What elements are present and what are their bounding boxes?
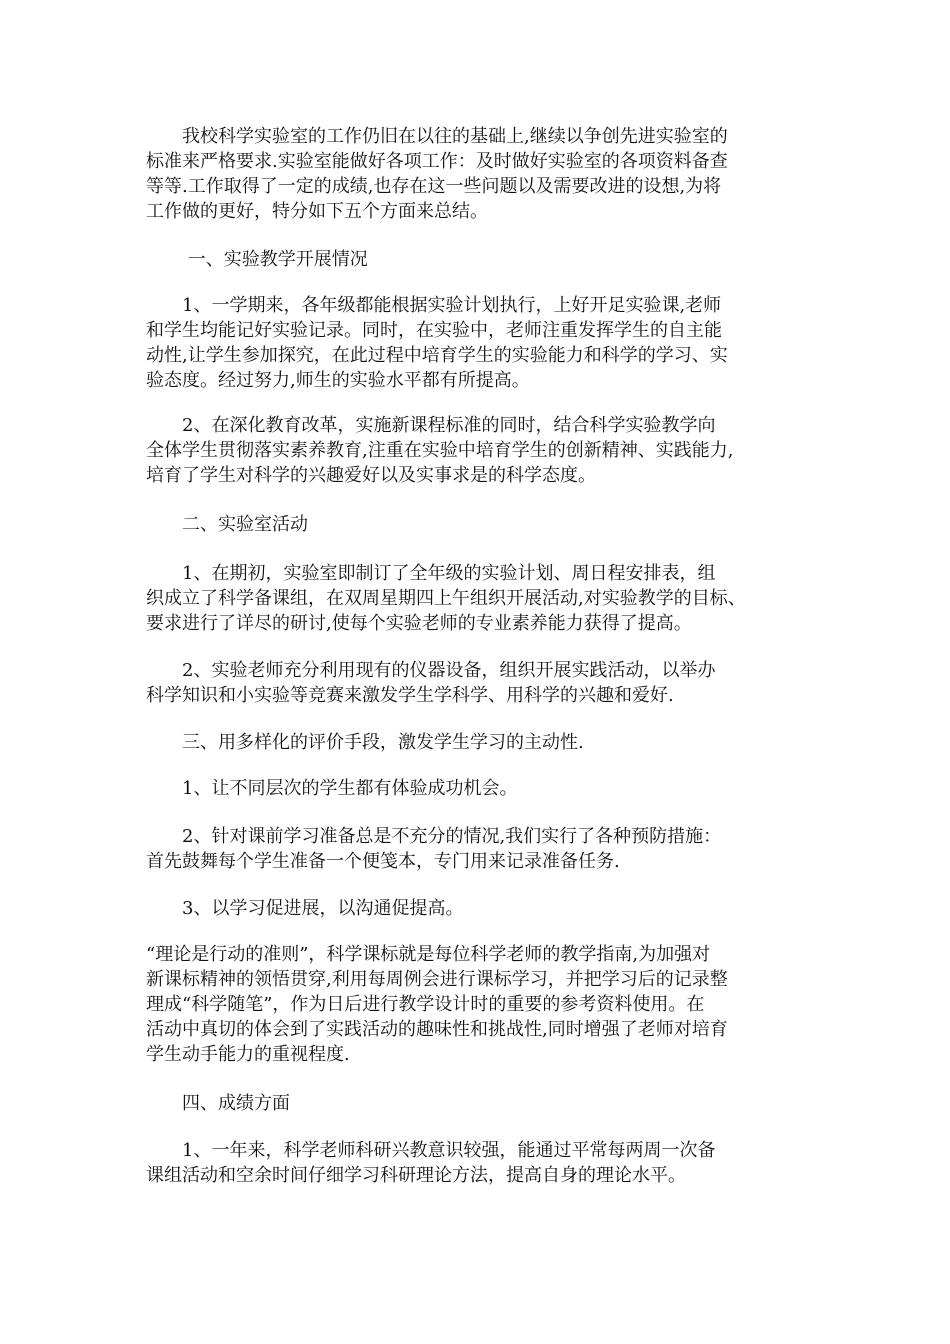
text-line: “理论是行动的准则”，科学课标就是每位科学老师的教学指南,为加强对 bbox=[146, 944, 711, 965]
section-4-item-1 bbox=[146, 1138, 816, 1188]
text-line: 验态度。经过努力,师生的实验水平都有所提高。 bbox=[146, 370, 530, 391]
text-line: 织成立了科学备课组，在双周星期四上午组织开展活动,对实验教学的目标、 bbox=[146, 588, 746, 609]
text-line: 2、针对课前学习准备总是不充分的情况,我们实行了各种预防措施： bbox=[146, 826, 722, 847]
text-line: 3、以学习促进展，以沟通促提高。 bbox=[146, 898, 464, 919]
section-3-heading bbox=[146, 730, 816, 755]
text-line: 动性,让学生参加探究，在此过程中培育学生的实验能力和科学的学习、实 bbox=[146, 345, 728, 366]
text-line: 2、在深化教育改革，实施新课程标准的同时，结合科学实验教学向 bbox=[146, 415, 716, 436]
heading-text: 三、用多样化的评价手段，激发学生学习的主动性. bbox=[146, 732, 584, 753]
text-line: 培育了学生对科学的兴趣爱好以及实事求是的科学态度。 bbox=[146, 465, 596, 486]
section-1-heading bbox=[146, 247, 816, 272]
text-line: 工作做的更好，特分如下五个方面来总结。 bbox=[146, 201, 488, 222]
text-line: 我校科学实验室的工作仍旧在以往的基础上,继续以争创先进实验室的 bbox=[146, 126, 728, 147]
text-line: 新课标精神的领悟贯穿,利用每周例会进行课标学习，并把学习后的记录整 bbox=[146, 969, 728, 990]
section-2-heading bbox=[146, 512, 816, 537]
text-line: 课组活动和空余时间仔细学习科研理论方法，提高自身的理论水平。 bbox=[146, 1165, 686, 1186]
heading-text: 二、实验室活动 bbox=[146, 514, 308, 535]
text-line: 和学生均能记好实验记录。同时，在实验中，老师注重发挥学生的自主能 bbox=[146, 320, 722, 341]
text-line: 1、一学期来，各年级都能根据实验计划执行，上好开足实验课,老师 bbox=[146, 295, 722, 316]
section-1-item-1 bbox=[146, 293, 816, 393]
text-line: 科学知识和小实验等竞赛来激发学生学科学、用科学的兴趣和爱好. bbox=[146, 685, 674, 706]
text-line: 理成“科学随笔”，作为日后进行教学设计时的重要的参考资料使用。在 bbox=[146, 994, 705, 1015]
heading-text: 一、实验教学开展情况 bbox=[146, 249, 368, 270]
text-line: 2、实验老师充分利用现有的仪器设备，组织开展实践活动，以举办 bbox=[146, 660, 716, 681]
section-2-item-2 bbox=[146, 658, 816, 708]
text-line: 标准来严格要求.实验室能做好各项工作：及时做好实验室的各项资料备查 bbox=[146, 151, 728, 172]
intro-paragraph bbox=[146, 124, 816, 224]
heading-text: 四、成绩方面 bbox=[146, 1093, 290, 1114]
text-line: 1、在期初，实验室即制订了全年级的实验计划、周日程安排表，组 bbox=[146, 563, 716, 584]
text-line: 全体学生贯彻落实素养教育,注重在实验中培育学生的创新精神、实践能力, bbox=[146, 440, 734, 461]
section-3-item-2 bbox=[146, 824, 816, 874]
theory-paragraph bbox=[146, 942, 816, 1067]
section-3-item-3 bbox=[146, 896, 816, 921]
section-4-heading bbox=[146, 1091, 816, 1116]
text-line: 活动中真切的体会到了实践活动的趣味性和挑战性,同时增强了老师对培育 bbox=[146, 1019, 728, 1040]
text-line: 1、让不同层次的学生都有体验成功机会。 bbox=[146, 778, 518, 799]
text-line: 要求进行了详尽的研讨,使每个实验老师的专业素养能力获得了提高。 bbox=[146, 613, 692, 634]
text-line: 学生动手能力的重视程度. bbox=[146, 1044, 350, 1065]
text-line: 首先鼓舞每个学生准备一个便笺本，专门用来记录准备任务. bbox=[146, 851, 620, 872]
section-3-item-1 bbox=[146, 776, 816, 801]
section-1-item-2 bbox=[146, 413, 816, 488]
section-2-item-1 bbox=[146, 561, 816, 636]
text-line: 等等.工作取得了一定的成绩,也存在这一些问题以及需要改进的设想,为将 bbox=[146, 176, 722, 197]
text-line: 1、一年来，科学老师科研兴教意识较强，能通过平常每两周一次备 bbox=[146, 1140, 716, 1161]
